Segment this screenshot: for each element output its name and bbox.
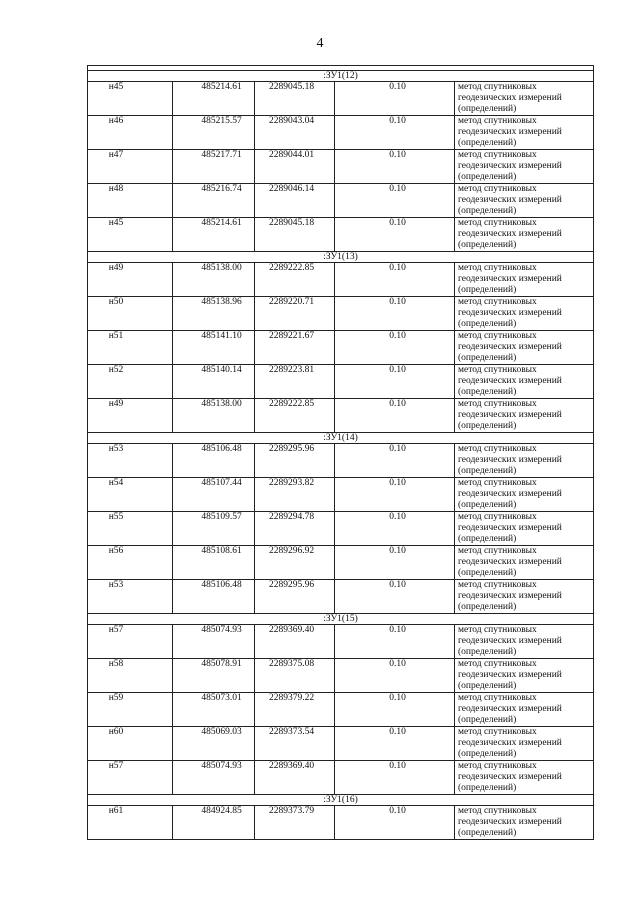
- method-cell: [455, 806, 594, 840]
- method-line: (определений): [458, 715, 517, 725]
- point-name-cell: н46: [88, 116, 173, 150]
- method-line: геодезических измерений: [458, 376, 562, 386]
- x-coordinate-cell: 485138.00: [173, 263, 255, 297]
- y-coordinate-cell: 2289220.71: [255, 297, 335, 331]
- table-row: [88, 580, 594, 614]
- method-line: метод спутниковых: [458, 184, 537, 194]
- x-coordinate-cell: 485074.93: [173, 625, 255, 659]
- method-line: метод спутниковых: [458, 399, 537, 409]
- accuracy-cell: 0.10: [335, 444, 455, 478]
- accuracy-cell: 0.10: [335, 82, 455, 116]
- method-line: геодезических измерений: [458, 636, 562, 646]
- section-header-row: [88, 252, 594, 263]
- method-line: геодезических измерений: [458, 308, 562, 318]
- method-cell: [455, 761, 594, 795]
- method-line: метод спутниковых: [458, 727, 537, 737]
- accuracy-cell: 0.10: [335, 150, 455, 184]
- accuracy-cell: 0.10: [335, 761, 455, 795]
- method-line: геодезических измерений: [458, 738, 562, 748]
- method-line: (определений): [458, 466, 517, 476]
- accuracy-cell: 0.10: [335, 399, 455, 433]
- method-line: (определений): [458, 534, 517, 544]
- y-coordinate-cell: 2289222.85: [255, 399, 335, 433]
- method-line: геодезических измерений: [458, 127, 562, 137]
- accuracy-cell: 0.10: [335, 512, 455, 546]
- method-line: геодезических измерений: [458, 772, 562, 782]
- y-coordinate-cell: 2289046.14: [255, 184, 335, 218]
- y-coordinate-cell: 2289379.22: [255, 693, 335, 727]
- table-row: [88, 82, 594, 116]
- accuracy-cell: 0.10: [335, 218, 455, 252]
- x-coordinate-cell: 485074.93: [173, 761, 255, 795]
- x-coordinate-cell: 485138.00: [173, 399, 255, 433]
- method-cell: [455, 218, 594, 252]
- coordinates-table: [87, 65, 594, 840]
- section-header-row: [88, 433, 594, 444]
- x-coordinate-cell: 485078.91: [173, 659, 255, 693]
- y-coordinate-cell: 2289222.85: [255, 263, 335, 297]
- table-row: [88, 263, 594, 297]
- method-line: (определений): [458, 602, 517, 612]
- y-coordinate-cell: 2289223.81: [255, 365, 335, 399]
- accuracy-cell: 0.10: [335, 727, 455, 761]
- method-line: метод спутниковых: [458, 331, 537, 341]
- method-line: метод спутниковых: [458, 116, 537, 126]
- table-row: [88, 806, 594, 840]
- method-cell: [455, 263, 594, 297]
- table-row: [88, 218, 594, 252]
- point-name-cell: н49: [88, 399, 173, 433]
- point-name-cell: н53: [88, 444, 173, 478]
- table-row: [88, 693, 594, 727]
- point-name-cell: н54: [88, 478, 173, 512]
- y-coordinate-cell: 2289045.18: [255, 218, 335, 252]
- y-coordinate-cell: 2289369.40: [255, 625, 335, 659]
- method-line: геодезических измерений: [458, 455, 562, 465]
- accuracy-cell: 0.10: [335, 331, 455, 365]
- method-cell: [455, 625, 594, 659]
- point-name-cell: н59: [88, 693, 173, 727]
- method-cell: [455, 116, 594, 150]
- table-row: [88, 399, 594, 433]
- method-cell: [455, 512, 594, 546]
- y-coordinate-cell: 2289373.79: [255, 806, 335, 840]
- method-line: геодезических измерений: [458, 591, 562, 601]
- table-row: [88, 478, 594, 512]
- accuracy-cell: 0.10: [335, 297, 455, 331]
- table-row: [88, 727, 594, 761]
- section-header-row: [88, 71, 594, 82]
- method-line: метод спутниковых: [458, 580, 537, 590]
- x-coordinate-cell: 485138.96: [173, 297, 255, 331]
- x-coordinate-cell: 485069.03: [173, 727, 255, 761]
- table-row: [88, 116, 594, 150]
- point-name-cell: н61: [88, 806, 173, 840]
- y-coordinate-cell: 2289295.96: [255, 580, 335, 614]
- table-row: [88, 184, 594, 218]
- point-name-cell: н58: [88, 659, 173, 693]
- method-line: (определений): [458, 240, 517, 250]
- method-line: метод спутниковых: [458, 82, 537, 92]
- accuracy-cell: 0.10: [335, 263, 455, 297]
- method-line: геодезических измерений: [458, 274, 562, 284]
- accuracy-cell: 0.10: [335, 365, 455, 399]
- point-name-cell: н45: [88, 82, 173, 116]
- section-title: :ЗУ1(16): [88, 795, 594, 806]
- table-row: [88, 546, 594, 580]
- accuracy-cell: 0.10: [335, 625, 455, 659]
- x-coordinate-cell: 485107.44: [173, 478, 255, 512]
- y-coordinate-cell: 2289295.96: [255, 444, 335, 478]
- method-line: (определений): [458, 647, 517, 657]
- method-line: метод спутниковых: [458, 297, 537, 307]
- point-name-cell: н50: [88, 297, 173, 331]
- point-name-cell: н52: [88, 365, 173, 399]
- method-line: (определений): [458, 681, 517, 691]
- method-cell: [455, 580, 594, 614]
- x-coordinate-cell: 485141.10: [173, 331, 255, 365]
- method-cell: [455, 693, 594, 727]
- x-coordinate-cell: 485106.48: [173, 580, 255, 614]
- method-line: геодезических измерений: [458, 489, 562, 499]
- method-cell: [455, 444, 594, 478]
- accuracy-cell: 0.10: [335, 806, 455, 840]
- table-row: [88, 761, 594, 795]
- method-line: (определений): [458, 500, 517, 510]
- method-line: метод спутниковых: [458, 263, 537, 273]
- table-row: [88, 659, 594, 693]
- method-line: (определений): [458, 421, 517, 431]
- method-line: метод спутниковых: [458, 478, 537, 488]
- method-line: метод спутниковых: [458, 365, 537, 375]
- point-name-cell: н57: [88, 625, 173, 659]
- accuracy-cell: 0.10: [335, 693, 455, 727]
- method-cell: [455, 659, 594, 693]
- method-line: метод спутниковых: [458, 693, 537, 703]
- method-line: метод спутниковых: [458, 806, 537, 816]
- method-line: геодезических измерений: [458, 817, 562, 827]
- method-line: геодезических измерений: [458, 557, 562, 567]
- method-line: геодезических измерений: [458, 704, 562, 714]
- x-coordinate-cell: 485073.01: [173, 693, 255, 727]
- point-name-cell: н49: [88, 263, 173, 297]
- method-cell: [455, 82, 594, 116]
- table-row: [88, 150, 594, 184]
- method-line: геодезических измерений: [458, 342, 562, 352]
- method-line: (определений): [458, 353, 517, 363]
- method-line: (определений): [458, 285, 517, 295]
- section-header-row: [88, 614, 594, 625]
- x-coordinate-cell: 485108.61: [173, 546, 255, 580]
- x-coordinate-cell: 485140.14: [173, 365, 255, 399]
- y-coordinate-cell: 2289373.54: [255, 727, 335, 761]
- method-line: (определений): [458, 749, 517, 759]
- table-row: [88, 512, 594, 546]
- method-line: (определений): [458, 206, 517, 216]
- accuracy-cell: 0.10: [335, 580, 455, 614]
- y-coordinate-cell: 2289293.82: [255, 478, 335, 512]
- point-name-cell: н56: [88, 546, 173, 580]
- point-name-cell: н45: [88, 218, 173, 252]
- x-coordinate-cell: 485215.57: [173, 116, 255, 150]
- method-line: (определений): [458, 172, 517, 182]
- section-title: :ЗУ1(15): [88, 614, 594, 625]
- point-name-cell: н51: [88, 331, 173, 365]
- accuracy-cell: 0.10: [335, 184, 455, 218]
- section-title: :ЗУ1(14): [88, 433, 594, 444]
- method-line: (определений): [458, 387, 517, 397]
- method-line: геодезических измерений: [458, 93, 562, 103]
- method-cell: [455, 365, 594, 399]
- y-coordinate-cell: 2289369.40: [255, 761, 335, 795]
- y-coordinate-cell: 2289043.04: [255, 116, 335, 150]
- y-coordinate-cell: 2289045.18: [255, 82, 335, 116]
- y-coordinate-cell: 2289044.01: [255, 150, 335, 184]
- x-coordinate-cell: 485109.57: [173, 512, 255, 546]
- table-row: [88, 444, 594, 478]
- point-name-cell: н48: [88, 184, 173, 218]
- method-line: метод спутниковых: [458, 546, 537, 556]
- method-cell: [455, 184, 594, 218]
- method-cell: [455, 546, 594, 580]
- section-title: :ЗУ1(12): [88, 71, 594, 82]
- y-coordinate-cell: 2289294.78: [255, 512, 335, 546]
- x-coordinate-cell: 485214.61: [173, 218, 255, 252]
- table-row: [88, 331, 594, 365]
- point-name-cell: н57: [88, 761, 173, 795]
- method-line: геодезических измерений: [458, 523, 562, 533]
- x-coordinate-cell: 485214.61: [173, 82, 255, 116]
- method-cell: [455, 150, 594, 184]
- y-coordinate-cell: 2289375.08: [255, 659, 335, 693]
- method-line: (определений): [458, 828, 517, 838]
- x-coordinate-cell: 484924.85: [173, 806, 255, 840]
- method-line: метод спутниковых: [458, 512, 537, 522]
- accuracy-cell: 0.10: [335, 478, 455, 512]
- method-line: метод спутниковых: [458, 761, 537, 771]
- method-line: геодезических измерений: [458, 229, 562, 239]
- point-name-cell: н53: [88, 580, 173, 614]
- method-cell: [455, 331, 594, 365]
- method-line: (определений): [458, 783, 517, 793]
- y-coordinate-cell: 2289296.92: [255, 546, 335, 580]
- method-line: метод спутниковых: [458, 150, 537, 160]
- x-coordinate-cell: 485216.74: [173, 184, 255, 218]
- method-line: метод спутниковых: [458, 218, 537, 228]
- method-line: (определений): [458, 104, 517, 114]
- point-name-cell: н55: [88, 512, 173, 546]
- method-line: геодезических измерений: [458, 410, 562, 420]
- method-cell: [455, 399, 594, 433]
- method-line: (определений): [458, 319, 517, 329]
- table-row: [88, 625, 594, 659]
- method-cell: [455, 478, 594, 512]
- section-title: :ЗУ1(13): [88, 252, 594, 263]
- method-line: метод спутниковых: [458, 625, 537, 635]
- method-line: геодезических измерений: [458, 161, 562, 171]
- y-coordinate-cell: 2289221.67: [255, 331, 335, 365]
- accuracy-cell: 0.10: [335, 659, 455, 693]
- point-name-cell: н60: [88, 727, 173, 761]
- page-number: 4: [316, 36, 324, 51]
- method-line: геодезических измерений: [458, 670, 562, 680]
- x-coordinate-cell: 485106.48: [173, 444, 255, 478]
- accuracy-cell: 0.10: [335, 116, 455, 150]
- method-line: (определений): [458, 138, 517, 148]
- method-line: (определений): [458, 568, 517, 578]
- method-cell: [455, 727, 594, 761]
- x-coordinate-cell: 485217.71: [173, 150, 255, 184]
- section-header-row: [88, 795, 594, 806]
- method-line: геодезических измерений: [458, 195, 562, 205]
- method-line: метод спутниковых: [458, 659, 537, 669]
- accuracy-cell: 0.10: [335, 546, 455, 580]
- table-row: [88, 365, 594, 399]
- table-row: [88, 297, 594, 331]
- point-name-cell: н47: [88, 150, 173, 184]
- method-line: метод спутниковых: [458, 444, 537, 454]
- method-cell: [455, 297, 594, 331]
